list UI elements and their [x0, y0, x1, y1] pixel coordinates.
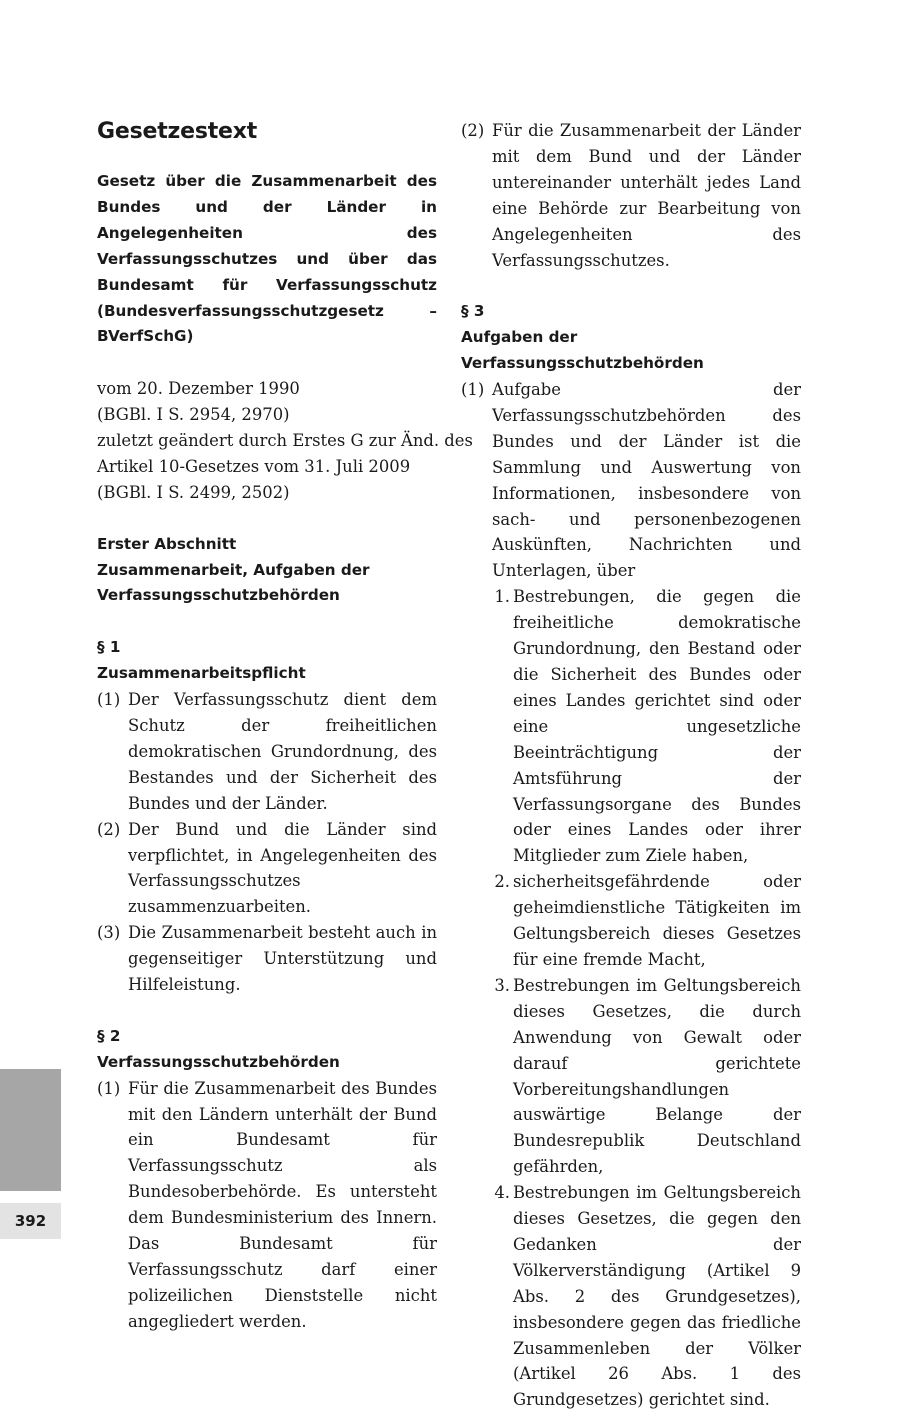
paragraph-title: Aufgaben der Verfassungsschutzbehörden	[461, 328, 704, 373]
section-heading	[97, 532, 437, 610]
paragraph-3	[461, 299, 801, 1413]
meta-amendment: zuletzt geändert durch Erstes G zur Änd. des	[97, 431, 473, 451]
paragraph-title: Zusammenarbeitspflicht	[97, 664, 306, 683]
sub-list-item	[492, 1180, 801, 1413]
meta-citation: (BGBl. I S. 2954, 2970)	[97, 405, 290, 425]
left-column	[97, 118, 473, 1335]
law-title: Gesetz über die Zusammenarbeit des Bundes und der Länder in Angelegenheiten des Verfassungsschutzes und über das Bundesamt für Verfassungsschutz (Bundesverfassungsschutzgesetz – BVerfSchG)	[97, 172, 437, 346]
item-number: (3)	[97, 923, 121, 943]
item-text: Der Verfassungsschutz dient dem Schutz der freiheitlichen demokratischen Grundordnung, des Bestandes und der Sicherheit des Bundes und der Länder.	[128, 690, 437, 813]
subitem-text: sicherheitsgefährdende oder geheimdienstliche Tätigkeiten im Geltungsbereich dieses Gesetzes für eine fremde Macht,	[513, 872, 801, 969]
subitem-text: Bestrebungen im Geltungsbereich dieses Gesetzes, die durch Anwendung von Gewalt oder darauf gerichtete Vorbereitungshandlungen auswärtige Belange der Bundesrepublik Deutschland gefährden,	[513, 975, 801, 1177]
list-item	[461, 118, 801, 273]
sub-list-item	[492, 973, 801, 1180]
section-label: Erster Abschnitt	[97, 534, 237, 553]
item-number: (1)	[461, 380, 485, 400]
sub-list-item	[492, 869, 801, 973]
list-item	[97, 920, 437, 998]
item-number: (1)	[97, 1078, 121, 1098]
subitem-text: Bestrebungen, die gegen die freiheitliche demokratische Grundordnung, den Bestand oder die Sicherheit des Bundes oder eines Landes gerichtet sind oder eine ungesetzliche Beeinträchtigung der Amtsführung der Verfassungsorgane des Bundes oder eines Landes oder ihrer Mitglieder zum Ziele haben,	[513, 587, 801, 866]
item-text: Die Zusammenarbeit besteht auch in gegenseitiger Unterstützung und Hilfeleistung.	[128, 923, 437, 995]
subitem-number: 2.	[494, 872, 510, 892]
paragraph-number: § 2	[97, 1026, 121, 1045]
list-item	[97, 1076, 437, 1335]
list-item	[97, 687, 437, 817]
item-number: (1)	[97, 690, 121, 710]
item-number: (2)	[461, 121, 485, 140]
paragraph-number: § 1	[97, 638, 121, 657]
item-text: Aufgabe der Verfassungsschutzbehörden des Bundes und der Länder ist die Sammlung und Auswertung von Informationen, insbesondere von sach- und personenbezogenen Auskünften, Nachrichten und Unterlagen, über	[492, 380, 801, 581]
right-column	[461, 118, 801, 1413]
subitem-number: 4.	[494, 1183, 510, 1203]
meta-amendment-cont: Artikel 10-Gesetzes vom 31. Juli 2009	[97, 456, 411, 476]
section-title: Zusammenarbeit, Aufgaben der Verfassungsschutzbehörden	[97, 560, 370, 605]
item-number: (2)	[97, 819, 121, 839]
subitem-number: 3.	[494, 975, 510, 995]
item-text: Für die Zusammenarbeit der Länder mit dem Bund und der Länder untereinander unterhält jedes Land eine Behörde zur Bearbeitung von Angelegenheiten des Verfassungsschutzes.	[492, 121, 801, 270]
meta-amendment-citation: (BGBl. I S. 2499, 2502)	[97, 482, 290, 502]
page-number: 392	[0, 1203, 61, 1239]
subitem-number: 1.	[494, 587, 510, 607]
sub-list-item	[492, 584, 801, 869]
paragraph-number: § 3	[461, 302, 485, 321]
paragraph-2	[97, 1024, 437, 1335]
subitem-text: Bestrebungen im Geltungsbereich dieses Gesetzes, die gegen den Gedanken der Völkerverständigung (Artikel 9 Abs. 2 des Grundgesetzes), insbesondere gegen das friedliche Zusammenleben der Völker (Artikel 26 Abs. 1 des Grundgesetzes) gerichtet sind.	[513, 1183, 801, 1410]
page-heading: Gesetzestext	[97, 119, 258, 144]
law-metadata	[97, 376, 473, 506]
item-text: Der Bund und die Länder sind verpflichtet, in Angelegenheiten des Verfassungsschutzes zusammenzuarbeiten.	[128, 819, 437, 917]
list-item	[461, 377, 801, 584]
meta-date: vom 20. Dezember 1990	[97, 379, 300, 399]
paragraph-1	[97, 635, 437, 998]
item-text: Für die Zusammenarbeit des Bundes mit den Ländern unterhält der Bund ein Bundesamt für Verfassungsschutz als Bundesoberbehörde. Es untersteht dem Bundesministerium des Innern. Das Bundesamt für Verfassungsschutz darf einer polizeilichen Dienststelle nicht angegliedert werden.	[128, 1078, 437, 1331]
list-item	[97, 817, 437, 921]
paragraph-title: Verfassungsschutzbehörden	[97, 1052, 340, 1071]
chapter-tab	[0, 1069, 61, 1191]
